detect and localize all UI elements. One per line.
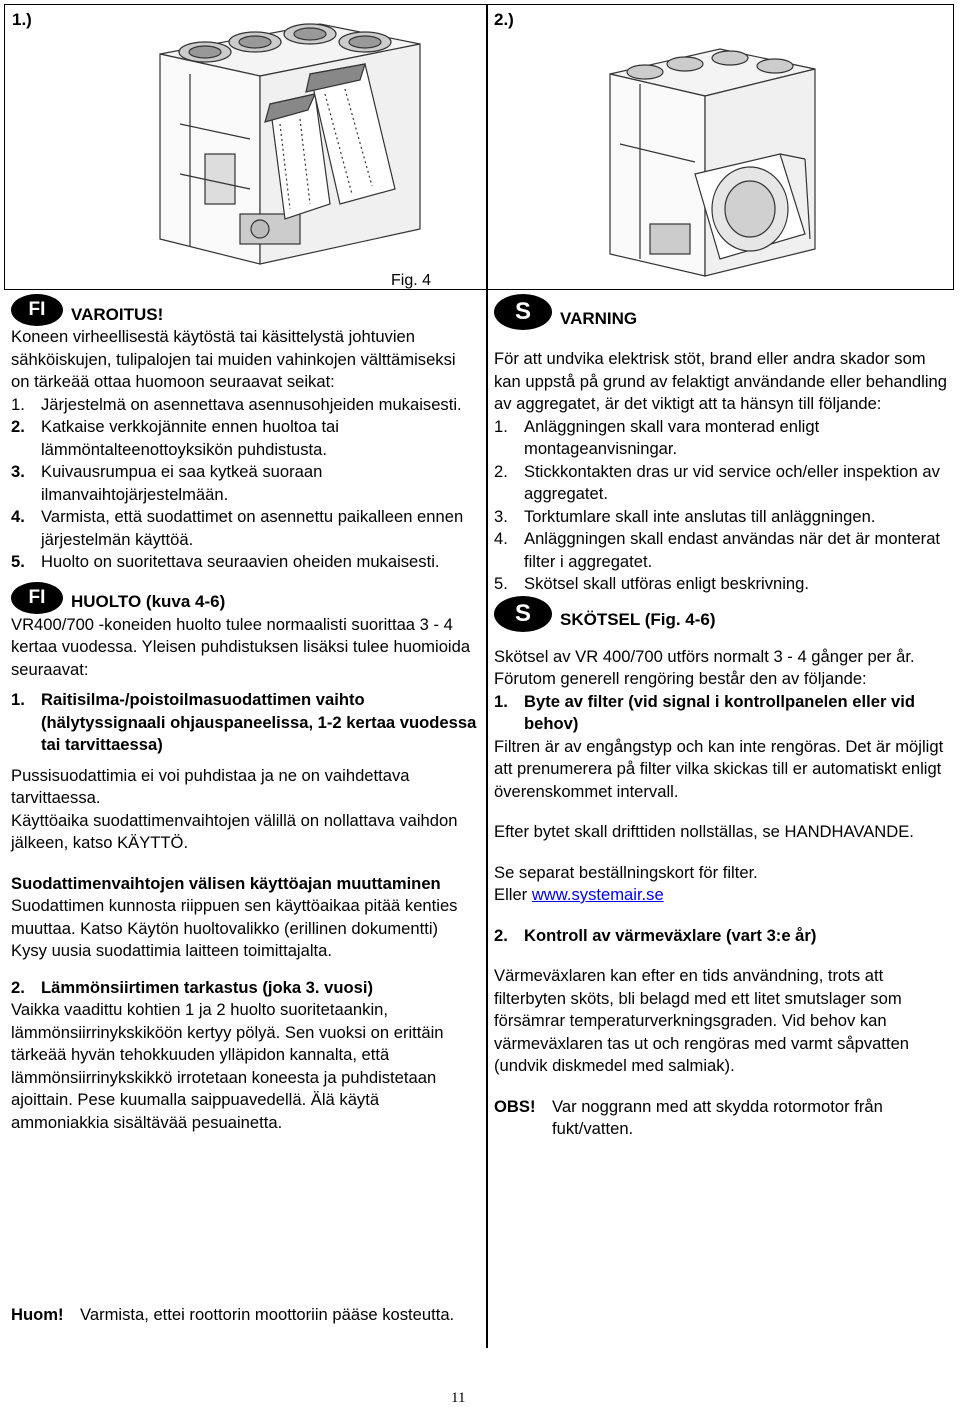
figure-caption: Fig. 4 (391, 272, 432, 289)
fi-language-badge: FI (11, 582, 63, 614)
fi-item-number: 5. (11, 552, 25, 571)
sv-obs-text: Var noggrann med att skydda rotormotor från fukt/vatten. (552, 1096, 883, 1138)
sv-item2-number: 2. (494, 925, 508, 945)
fi-service-intro: VR400/700 -koneiden huolto tulee normaalisti suorittaa 3 - 4 kertaa vuodessa. Yleisen puhdistuksen lisäksi tulee huomioida seuraavat: (11, 614, 471, 679)
fi-item1-number: 1. (11, 690, 25, 709)
sv-order-prefix: Eller (494, 885, 528, 904)
fi-warning-heading (11, 294, 477, 326)
fi-item2-text: Vaikka vaadittu kohtien 1 ja 2 huolto suoritetaankin, lämmönsiirrinykskiköön kertyy pölyä. Sen vuoksi on erittäin tärkeää hyvän tehokkuuden ylläpidon kannalta, että lämmönsiirrinykskikkö irrotetaan koneesta ja puhdistetaan ajoittain. Pese kuumalla saippuavedellä. Älä käytä ammoniakkia sisältävää pesuainetta. (11, 1000, 444, 1132)
list-item (494, 461, 952, 506)
page-number: 11 (451, 1390, 466, 1406)
unit-filter-drawing (120, 14, 450, 266)
sv-item-number: 3. (494, 506, 508, 526)
finnish-column (11, 294, 477, 1134)
fi-item2-heading (11, 977, 477, 1000)
fi-filter-change-text: Suodattimen kunnosta riippuen sen käyttöaikaa pitää kenties muuttaa. Katso Käytön huoltovalikko (erillinen dokumentti) (11, 896, 458, 938)
list-item (11, 461, 477, 506)
fi-warning-list (11, 394, 477, 574)
sv-obs-label: OBS! (494, 1096, 536, 1116)
sv-item-text: Skötsel skall utföras enligt beskrivning. (524, 574, 809, 593)
fi-item-number: 4. (11, 507, 25, 526)
list-item (11, 551, 477, 574)
sv-item-text: Anläggningen skall endast användas när det är monterat filter i aggregatet. (524, 529, 941, 571)
sv-item2-title: Kontroll av värmeväxlare (vart 3:e år) (524, 925, 817, 945)
list-item (11, 416, 477, 461)
figure-divider (486, 4, 488, 290)
sv-language-badge: S (494, 294, 552, 330)
sv-care-intro: Skötsel av VR 400/700 utförs normalt 3 - 4 gånger per år. Förutom generell rengöring består den av följande: (494, 646, 915, 688)
figure-label-1: 1.) (12, 10, 32, 29)
fi-item-text: Järjestelmä on asennettava asennusohjeiden mukaisesti. (41, 394, 462, 414)
fi-item-text: Katkaise verkkojännite ennen huoltoa tai lämmöntalteenottoyksikön puhdistusta. (41, 417, 339, 459)
sv-item-number: 2. (494, 461, 508, 481)
column-divider (486, 290, 488, 1348)
fi-item1-text: Pussisuodattimia ei voi puhdistaa ja ne on vaihdettava tarvittaessa. (11, 765, 410, 807)
sv-obs-note (494, 1096, 952, 1141)
sv-item-text: Anläggningen skall vara monterad enligt montageanvisningar. (524, 416, 820, 458)
fi-note-label: Huom! (11, 1305, 64, 1324)
sv-item-number: 1. (494, 416, 508, 436)
list-item (11, 506, 477, 551)
sv-language-badge: S (494, 596, 552, 632)
fi-item-text: Huolto on suoritettava seuraavien oheiden mukaisesti. (41, 552, 440, 571)
sv-item2-text: Värmeväxlaren kan efter en tids användning, trots att filterbyten sköts, bli belagd med ett litet smutslager som försämrar temperaturverkningsgraden. Vid behov kan värmeväxlaren tas ut och rengöras med varmt såpvatten (undvik diskmedel med salmiak). (494, 966, 910, 1075)
sv-item-text: Torktumlare skall inte anslutas till anläggningen. (524, 506, 876, 526)
sv-item1-heading (494, 691, 952, 736)
fi-service-title: HUOLTO (kuva 4-6) (71, 592, 226, 611)
fi-service-heading (11, 582, 477, 614)
fi-note-text: Varmista, ettei roottorin moottoriin pääse kosteutta. (80, 1305, 455, 1324)
fi-item2-title: Lämmönsiirtimen tarkastus (joka 3. vuosi) (41, 977, 373, 997)
fi-warning-title: VAROITUS! (71, 304, 164, 324)
list-item (494, 416, 952, 461)
figure-label-2: 2.) (494, 10, 514, 29)
sv-warning-intro: För att undvika elektrisk stöt, brand eller andra skador som kan uppstå på grund av felaktigt användande eller behandling av aggregatet, är det viktigt att ta hänsyn till följande: (494, 349, 947, 413)
sv-reset-text: Efter bytet skall drifttiden nollställas, se HANDHAVANDE. (494, 822, 914, 841)
sv-warning-list (494, 416, 952, 596)
sv-item1-number: 1. (494, 691, 508, 711)
fi-item1-heading (11, 689, 477, 757)
sv-care-heading (494, 596, 952, 632)
list-item (494, 528, 952, 573)
sv-item1-title: Byte av filter (vid signal i kontrollpanelen eller vid behov) (524, 691, 915, 733)
fi-item2-number: 2. (11, 977, 25, 997)
sv-order-line (494, 884, 952, 907)
fi-item-number: 3. (11, 462, 25, 481)
sv-item-text: Stickkontakten dras ur vid service och/eller inspektion av aggregatet. (524, 461, 940, 503)
fi-item-number: 1. (11, 394, 25, 414)
fi-language-badge: FI (11, 294, 63, 326)
sv-item-number: 4. (494, 529, 508, 548)
unit-heat-exchanger-drawing (600, 44, 820, 279)
fi-filter-change-title: Suodattimenvaihtojen välisen käyttöajan muuttaminen (11, 873, 441, 893)
sv-warning-heading (494, 294, 952, 330)
list-item (494, 506, 952, 529)
swedish-column (494, 294, 952, 1141)
fi-item-text: Kuivausrumpua ei saa kytkeä suoraan ilmanvaihtojärjestelmään. (41, 462, 323, 504)
fi-item1-text2: Käyttöaika suodattimenvaihtojen välillä on nollattava vaihdon jälkeen, katso KÄYTTÖ. (11, 810, 458, 852)
list-item (11, 394, 477, 417)
list-item (494, 573, 952, 596)
sv-item-number: 5. (494, 574, 508, 593)
sv-item2-heading (494, 925, 952, 948)
fi-note (11, 1304, 481, 1327)
sv-warning-title: VARNING (560, 308, 638, 328)
systemair-link[interactable]: www.systemair.se (531, 885, 664, 904)
fi-warning-intro: Koneen virheellisestä käytöstä tai käsittelystä johtuvien sähköiskujen, tulipalojen tai muiden vahinkojen välttämiseksi on tärkeää ottaa huomoon seuraavat seikat: (11, 327, 456, 391)
sv-order-text: Se separat beställningskort för filter. (494, 862, 758, 882)
fi-item-text: Varmista, että suodattimet on asennettu paikalleen ennen järjestelmän käyttöä. (41, 507, 464, 549)
fi-item1-title: Raitisilma-/poistoilmasuodattimen vaihto (hälytyssignaali ohjauspaneelissa, 1-2 kertaa vuodessa tai tarvittaessa) (41, 690, 477, 754)
fi-item-number: 2. (11, 417, 25, 436)
sv-care-title: SKÖTSEL (Fig. 4-6) (560, 610, 716, 629)
fi-filter-change-text2: Kysy uusia suodattimia laitteen toimittajalta. (11, 941, 332, 960)
sv-item1-text: Filtren är av engångstyp och kan inte rengöras. Det är möjligt att prenumerera på filter vilka skickas till er automatiskt enligt överenskommet intervall. (494, 736, 944, 801)
